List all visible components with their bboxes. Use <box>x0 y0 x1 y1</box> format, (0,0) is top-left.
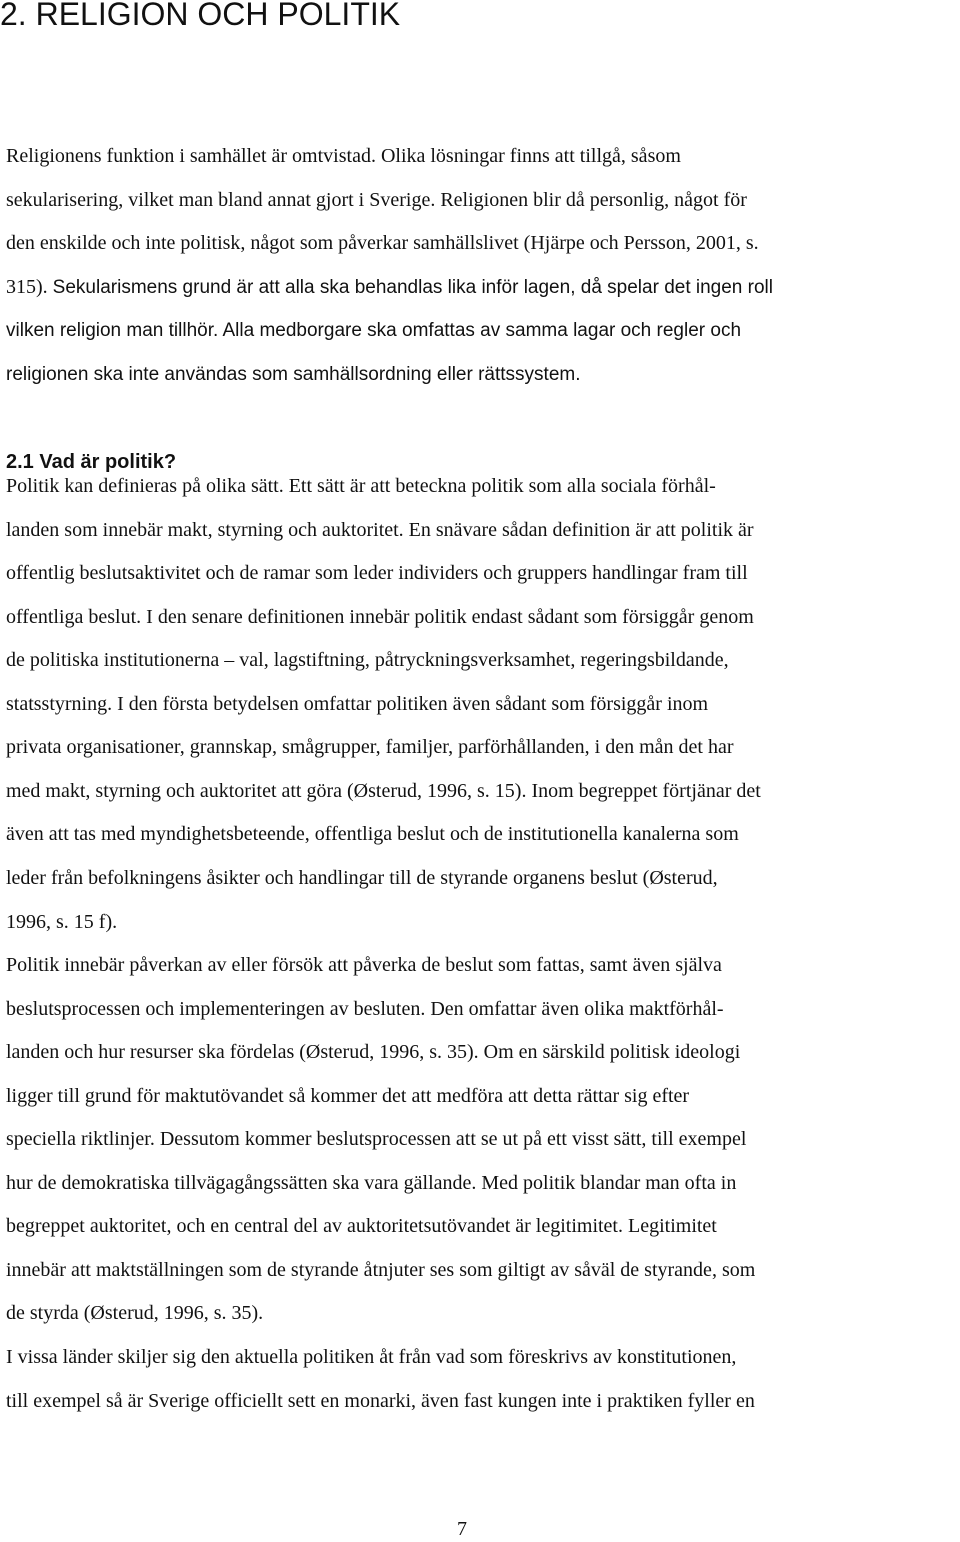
text-line <box>6 1170 736 1196</box>
text-segment: religionen ska inte användas som samhällsordning eller rättssystem. <box>6 364 581 385</box>
text-segment: den enskilde och inte politisk, något som påverkar samhällslivet (Hjärpe och Persson, 2001, s. <box>6 232 759 255</box>
text-segment: hur de demokratiska tillvägagångssätten ska vara gällande. Med politik blandar man ofta in <box>6 1171 737 1194</box>
text-segment: sekularisering, vilket man bland annat gjort i Sverige. Religionen blir då personlig, något för <box>6 188 747 211</box>
text-line <box>6 952 722 978</box>
text-segment: innebär att maktställningen som de styrande åtnjuter ses som giltigt av såväl de styrande, som <box>6 1258 756 1281</box>
text-line <box>6 821 739 847</box>
text-segment: statsstyrning. I den första betydelsen omfattar politiken även sådant som försiggår inom <box>6 692 709 715</box>
text-line <box>6 909 117 935</box>
text-segment: privata organisationer, grannskap, smågrupper, familjer, parförhållanden, i den mån det har <box>6 736 734 759</box>
section-heading: 2.1 Vad är politik? <box>6 451 177 473</box>
text-segment: landen och hur resurser ska fördelas (Østerud, 1996, s. 35). Om en särskild politisk ideologi <box>6 1041 741 1064</box>
text-segment: I vissa länder skiljer sig den aktuella politiken åt från vad som föreskrivs av konstitutionen, <box>6 1346 737 1368</box>
text-line <box>6 865 718 891</box>
page-number: 7 <box>457 1518 467 1540</box>
text-segment: med makt, styrning och auktoritet att göra (Østerud, 1996, s. 15). Inom begreppet förtjänar det <box>6 779 761 802</box>
text-line <box>6 1083 689 1109</box>
text-line <box>6 604 754 630</box>
text-segment: speciella riktlinjer. Dessutom kommer beslutsprocessen att se ut på ett visst sätt, till exempel <box>6 1128 747 1151</box>
text-line <box>6 230 759 256</box>
text-segment: även att tas med myndighetsbeteende, offentliga beslut och de institutionella kanalerna som <box>6 823 739 846</box>
text-segment: offentlig beslutsaktivitet och de ramar som leder individers och gruppers handlingar fram till <box>6 562 748 585</box>
text-line <box>6 560 748 586</box>
text-line <box>6 517 754 543</box>
text-segment: begreppet auktoritet, och en central del av auktoritetsutövandet är legitimitet. Legitimitet <box>6 1215 717 1238</box>
text-line <box>6 473 716 499</box>
text-line <box>6 1213 717 1239</box>
text-segment: beslutsprocessen och implementeringen av besluten. Den omfattar även olika maktförhål- <box>6 997 724 1020</box>
text-line <box>6 778 761 804</box>
text-line <box>6 1257 755 1283</box>
text-line <box>6 143 681 169</box>
text-line <box>6 274 773 301</box>
text-line <box>6 187 747 213</box>
text-segment: de politiska institutionerna – val, lagstiftning, påtryckningsverksamhet, regeringsbildande, <box>6 649 729 672</box>
text-segment: vilken religion man tillhör. Alla medborgare ska omfattas av samma lagar och regler och <box>6 320 742 342</box>
text-line <box>6 1126 746 1152</box>
text-line <box>6 1039 740 1065</box>
text-segment: 1996, s. 15 f). <box>6 910 118 933</box>
text-segment: Politik innebär påverkan av eller försök att påverka de beslut som fattas, samt även själva <box>6 954 722 977</box>
text-line <box>6 996 724 1022</box>
text-segment: 315). <box>6 275 53 298</box>
text-segment: offentliga beslut. I den senare definitionen innebär politik endast sådant som försiggår genom <box>6 605 754 628</box>
text-line <box>6 361 581 388</box>
chapter-heading: 2. RELIGION OCH POLITIK <box>0 0 401 32</box>
text-segment: landen som innebär makt, styrning och auktoritet. En snävare sådan definition är att politik är <box>6 518 754 541</box>
text-line <box>6 647 729 673</box>
text-segment: ligger till grund för maktutövandet så kommer det att medföra att detta rättar sig efter <box>6 1084 690 1107</box>
text-line <box>6 1300 263 1326</box>
text-segment: de styrda (Østerud, 1996, s. 35). <box>6 1302 264 1325</box>
text-line <box>6 1344 736 1370</box>
text-segment: till exempel så är Sverige officiellt sett en monarki, även fast kungen inte i praktiken fyller en <box>6 1389 755 1412</box>
text-line <box>6 734 734 760</box>
text-line <box>6 317 741 344</box>
text-segment: Sekularismens grund är att alla ska behandlas lika inför lagen, då spelar det ingen roll <box>52 276 773 298</box>
text-line <box>6 1388 755 1414</box>
text-segment: Religionens funktion i samhället är omtvistad. Olika lösningar finns att tillgå, såsom <box>6 145 681 167</box>
text-segment: Politik kan definieras på olika sätt. Ett sätt är att beteckna politik som alla sociala förhål- <box>6 475 716 497</box>
text-line <box>6 691 708 717</box>
text-segment: leder från befolkningens åsikter och handlingar till de styrande organens beslut (Østerud, <box>6 866 718 889</box>
